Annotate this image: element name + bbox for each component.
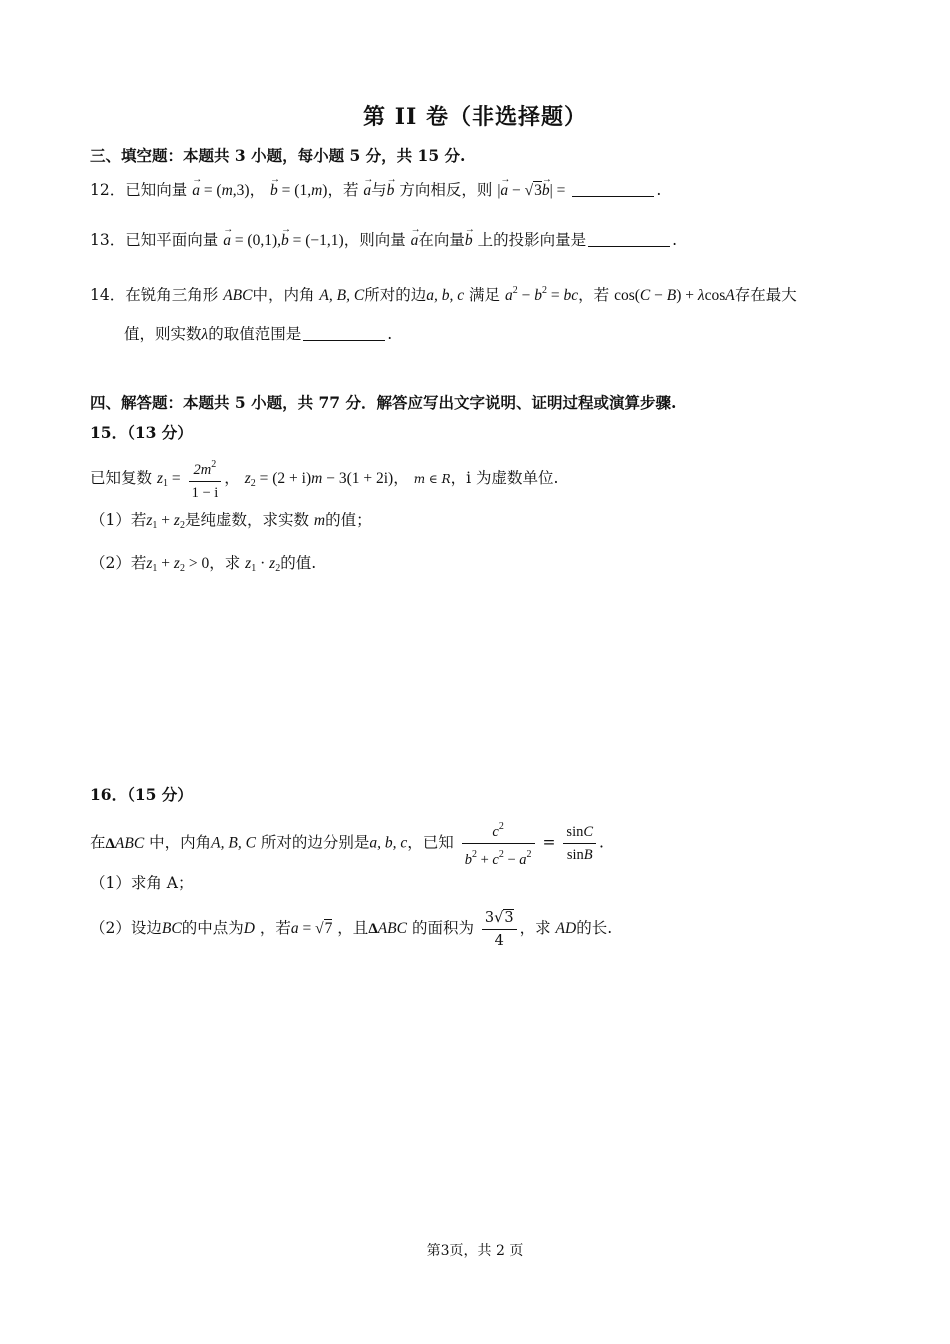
q15-z2: $z_2 = (2 + i)m - 3(1 + 2i)$ [244,470,394,489]
q13-vectors: → a = (0,1),→ b = (−1,1) [223,232,344,249]
q13-answer-blank[interactable] [588,232,670,247]
q16-stem: 在ΔABC 中，内角A, B, C 所对的边分别是a, b, c，已知 $\frac{c^2}{b^2 + c^2 - a^2}$ = $\frac{\sin C}{\sin B}$ . [90,818,604,869]
section-title: 第 II 卷（非选择题） [363,104,587,130]
page-footer: 第3页，共 2 页 [426,1243,524,1259]
q16-area-fraction: $\frac{3√3}{4}$ [482,909,517,950]
q14-number: 14． [90,286,126,304]
q12-vector-a: → a = (m,3) [192,182,249,199]
q12-text-pre: 已知向量 [125,181,188,199]
q12-answer-blank[interactable] [572,182,654,197]
question-14: 14．在锐角三角形 ABC中，内角 A, B, C所对的边a, b, c 满足 $a^2 - b^2$ = bc，若 cos(C − B) + λcosA存在最大 [90,285,797,304]
section4-heading: 四、解答题：本题共 5 小题，共 77 分．解答应写出文字说明、证明过程或演算步骤. [90,393,677,412]
q13-number: 13． [90,231,126,249]
q15-fraction-z1: $\frac{2m^2}{1 - i}$ [189,456,222,502]
q14-answer-blank[interactable] [303,326,385,341]
q16-fraction-left: $\frac{c^2}{b^2 + c^2 - a^2}$ [462,818,535,869]
q14-condition: $a^2 - b^2$ = bc [505,285,579,304]
q16-part1: （1）求角 A； [90,874,194,892]
q15-stem: 已知复数 $z_1$ = $\frac{2m^2}{1 - i}$ ， $z_2 = (2 + i)m - 3(1 + 2i)$， m ∈ R，i 为虚数单位. [90,456,558,504]
q12-number: 12． [90,181,126,199]
q15-title: 15．（13 分） [90,423,193,442]
q15-part2: （2）若$z_1 + z_2 > 0$，求 $z_1 \cdot z_2$的值. [90,554,317,574]
q16-fraction-right: $\frac{\sin C}{\sin B}$ [563,823,596,864]
q12-vector-b: → b = (1,m) [270,182,327,199]
q12-expression: |→ a − √3→ b| = [497,182,565,199]
q16-part2: （2）设边BC的中点为D ，若a = √7 ，且ΔABC 的面积为 $\frac{3√3}{4}$ ，求 AD的长. [90,909,613,949]
q14-expression: cos(C − B) + λcosA [614,287,735,304]
q16-title: 16．（15 分） [90,785,193,804]
section3-heading: 三、填空题：本题共 3 小题，每小题 5 分，共 15 分. [90,146,466,165]
question-12: 12．已知向量 → a = (m,3)， → b = (1,m)，若 → a与→ b 方向相反，则 |→ a − √3→ b| = . [90,180,661,201]
q15-part1: （1）若$z_1 + z_2$是纯虚数，求实数 m的值； [90,511,372,531]
question-14-line2: 值，则实数λ的取值范围是 . [124,325,393,343]
question-13: 13．已知平面向量 → a = (0,1),→ b = (−1,1)，则向量 → a在向量→ b 上的投影向量是 . [90,230,677,251]
